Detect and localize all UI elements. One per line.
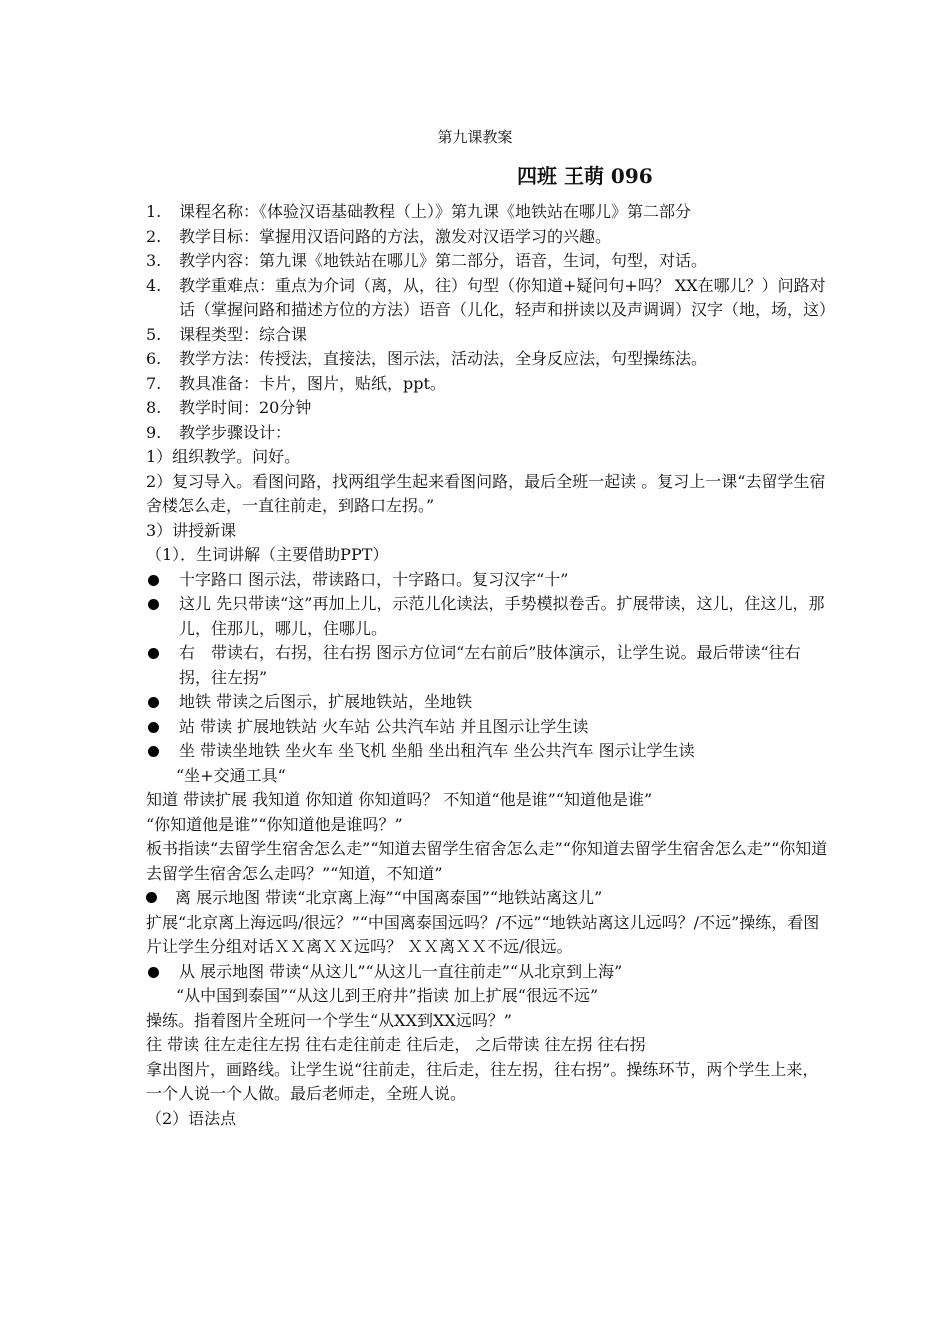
section-heading: （2）语法点 bbox=[146, 1108, 237, 1128]
bullet-icon bbox=[148, 599, 159, 610]
bullet-text: 离 展示地图 带读“北京离上海”“中国离泰国”“地铁站离这儿” bbox=[175, 888, 603, 907]
body-line: 拿出图片，画路线。让学生说“往前走，往后走，往左拐，往右拐”。操练环节，两个学生上来，一个人说一个人做。最后老师走，全班人说。 bbox=[146, 1059, 819, 1103]
item-number: 5. bbox=[146, 324, 162, 344]
item-text: 课程类型：综合课 bbox=[179, 324, 308, 344]
document-title: 第九课教案 bbox=[437, 128, 513, 146]
step-paragraph: 3）讲授新课 bbox=[146, 520, 237, 540]
bullet-item bbox=[146, 739, 828, 764]
bullet-text: 右 带读右，右拐，往右拐 图示方位词“左右前后”肢体演示，让学生说。最后带读“往右拐，往左拐” bbox=[179, 643, 801, 687]
bullet-item bbox=[146, 960, 828, 985]
step-subheading: （1）．生词讲解（主要借助PPT） bbox=[146, 545, 389, 564]
item-text: 教学方法：传授法，直接法，图示法，活动法，全身反应法，句型操练法。 bbox=[179, 349, 708, 368]
bullet-icon bbox=[148, 575, 159, 586]
bullet-continuation: “从中国到泰国”“从这儿到王府井”指读 加上扩展“很远不远” bbox=[176, 986, 599, 1005]
item-number: 2. bbox=[146, 226, 162, 246]
item-number: 9. bbox=[146, 422, 162, 442]
item-text: 教学内容：第九课《地铁站在哪儿》第二部分，语音，生词，句型，对话。 bbox=[179, 251, 708, 270]
item-number: 4. bbox=[146, 275, 162, 295]
document-body bbox=[146, 200, 836, 1131]
item-text: 课程名称：《体验汉语基础教程（上）》第九课《地铁站在哪儿》第二部分 bbox=[179, 202, 692, 221]
item-number: 1. bbox=[146, 202, 162, 221]
body-line: “你知道他是谁”“你知道他是谁吗？” bbox=[146, 814, 403, 834]
bullet-text: 这儿 先只带读“这”再加上儿，示范儿化读法，手势模拟卷舌。扩展带读，这儿，住这儿，那儿，住那儿，哪儿，住哪儿。 bbox=[179, 594, 825, 638]
bullet-icon bbox=[148, 697, 159, 708]
bullet-item bbox=[146, 715, 828, 740]
bullet-icon bbox=[148, 722, 159, 733]
numbered-item bbox=[146, 225, 828, 250]
bullet-icon bbox=[148, 648, 159, 659]
bullet-text: 坐 带读坐地铁 坐火车 坐飞机 坐船 坐出租汽车 坐公共汽车 图示让学生读 bbox=[179, 741, 695, 760]
numbered-item bbox=[146, 200, 828, 225]
item-text: 教学目标：掌握用汉语问路的方法，激发对汉语学习的兴趣。 bbox=[179, 226, 612, 246]
body-line: 扩展“北京离上海远吗/很远？”“中国离泰国远吗？/不远”“地铁站离这儿远吗？/不远”操练，看图片让学生分组对话ＸＸ离ＸＸ远吗？ ＸＸ离ＸＸ不远/很远。 bbox=[146, 912, 820, 956]
bullet-item bbox=[146, 641, 828, 690]
item-number: 6. bbox=[146, 349, 162, 368]
body-line: 往 带读 往左走往左拐 往右走往前走 往后走， 之后带读 往左拐 往右拐 bbox=[146, 1035, 646, 1054]
item-text: 教学时间：20分钟 bbox=[179, 398, 312, 417]
body-line: 板书指读“去留学生宿舍怎么走”“知道去留学生宿舍怎么走”“你知道去留学生宿舍怎么走”“你知道去留学生宿舍怎么走吗？”“知道，不知道” bbox=[146, 839, 828, 883]
numbered-item bbox=[146, 421, 828, 446]
bullet-continuation: “坐+交通工具“ bbox=[176, 765, 286, 785]
item-number: 7. bbox=[146, 373, 162, 393]
item-number: 8. bbox=[146, 398, 162, 417]
numbered-item bbox=[146, 396, 828, 421]
numbered-item bbox=[146, 372, 828, 397]
step-paragraph: 1）组织教学。问好。 bbox=[146, 447, 301, 466]
body-line: 操练。指着图片全班问一个学生“从XX到XX远吗？” bbox=[146, 1010, 512, 1030]
bullet-item bbox=[146, 592, 828, 641]
item-number: 3. bbox=[146, 251, 162, 270]
bullet-text: 站 带读 扩展地铁站 火车站 公共汽车站 并且图示让学生读 bbox=[179, 716, 589, 736]
bullet-icon bbox=[148, 967, 159, 978]
bullet-icon bbox=[146, 892, 157, 903]
bullet-item bbox=[146, 690, 828, 715]
bullet-item bbox=[146, 568, 828, 593]
item-text: 教学重难点：重点为介词（离，从，往）句型（你知道+疑问句+吗？ XX在哪儿？）问路对话（掌握问路和描述方位的方法）语音（儿化，轻声和拼读以及声调调）汉字（地，场，这） bbox=[179, 275, 836, 319]
bullet-icon bbox=[148, 746, 159, 757]
body-line: 知道 带读扩展 我知道 你知道 你知道吗？ 不知道“他是谁”“知道他是谁” bbox=[146, 790, 653, 809]
bullet-text: 从 展示地图 带读“从这儿”“从这儿一直往前走”“从北京到上海” bbox=[179, 961, 623, 981]
numbered-item bbox=[146, 347, 828, 372]
bullet-text: 十字路口 图示法，带读路口，十字路口。复习汉字“十” bbox=[179, 569, 569, 589]
author-line: 四班 王萌 096 bbox=[517, 164, 653, 188]
step-paragraph: 2）复习导入。看图问路，找两组学生起来看图问路，最后全班一起读 。复习上一课“去留学生宿舍楼怎么走，一直往前走，到路口左拐。” bbox=[146, 471, 826, 515]
item-text: 教学步骤设计： bbox=[179, 422, 292, 442]
bullet-item bbox=[146, 886, 828, 911]
item-text: 教具准备：卡片，图片，贴纸，ppt。 bbox=[179, 373, 446, 393]
numbered-item bbox=[146, 323, 828, 348]
bullet-text: 地铁 带读之后图示，扩展地铁站，坐地铁 bbox=[179, 692, 473, 711]
numbered-item bbox=[146, 274, 836, 323]
numbered-item bbox=[146, 249, 828, 274]
